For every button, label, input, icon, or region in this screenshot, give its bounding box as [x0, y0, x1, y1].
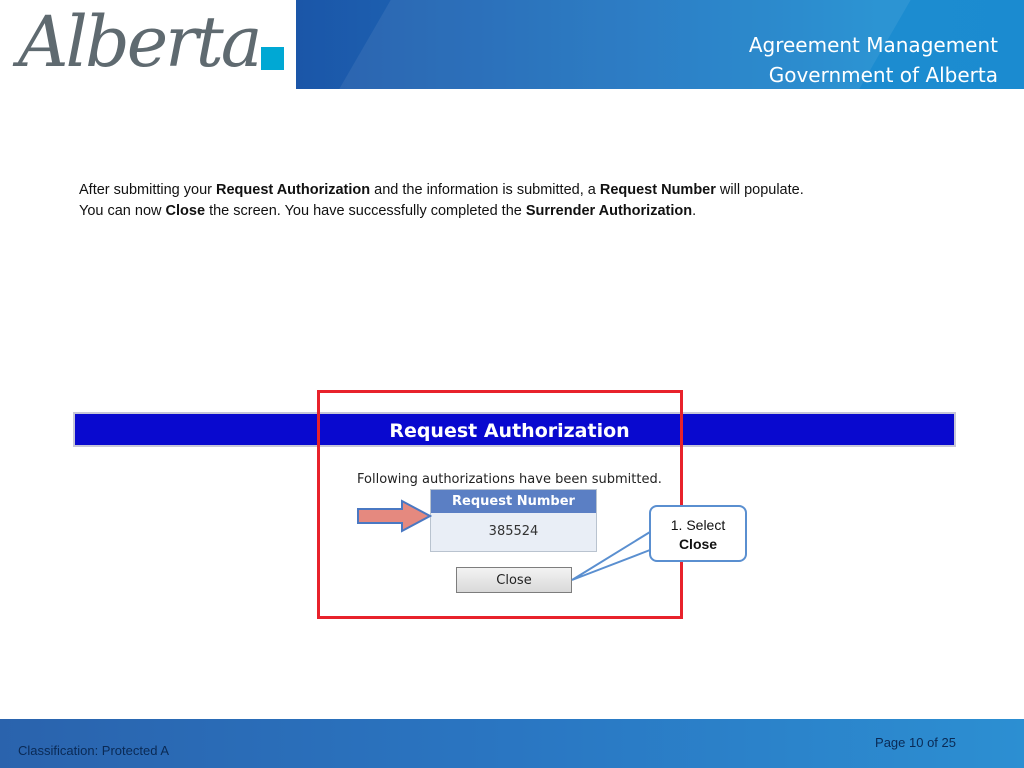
callout-pointer [560, 530, 660, 582]
classification-label: Classification: Protected A [18, 743, 170, 758]
text-run-bold: Request Authorization [216, 182, 371, 198]
logo-wordmark: Alberta [18, 1, 260, 83]
header-band [296, 0, 1024, 89]
text-run-bold: Close [165, 203, 206, 219]
close-button[interactable]: Close [456, 567, 572, 593]
instructions-line-1 [79, 180, 959, 201]
header-title [749, 30, 998, 89]
arrow-right-icon [356, 499, 432, 533]
callout-step: 1. Select [670, 517, 726, 533]
logo-square-icon [261, 47, 284, 70]
page-number: Page 10 of 25 [875, 735, 956, 750]
text-run: will populate. [715, 182, 804, 198]
step-callout [649, 505, 747, 562]
header-title-line2: Government of Alberta [768, 63, 998, 87]
instructions-line-2 [79, 201, 959, 222]
text-run: . [692, 203, 697, 219]
text-run: You can now [79, 203, 166, 219]
header-title-line1: Agreement Management [748, 33, 998, 57]
page-footer [0, 719, 1024, 768]
text-run: the screen. You have successfully completed the [205, 203, 526, 219]
request-authorization-title: Request Authorization [389, 420, 630, 442]
request-number-header: Request Number [431, 490, 596, 513]
submitted-message: Following authorizations have been submitted. [357, 472, 662, 487]
request-number-value: 385524 [431, 513, 596, 551]
text-run: and the information is submitted, a [370, 182, 600, 198]
text-run-bold: Surrender Authorization [525, 203, 693, 219]
instructions-text [79, 180, 959, 222]
text-run: After submitting your [79, 182, 216, 198]
callout-action: Close [678, 536, 718, 552]
text-run-bold: Request Number [599, 182, 716, 198]
alberta-logo [0, 0, 296, 89]
page-header [0, 0, 1024, 89]
